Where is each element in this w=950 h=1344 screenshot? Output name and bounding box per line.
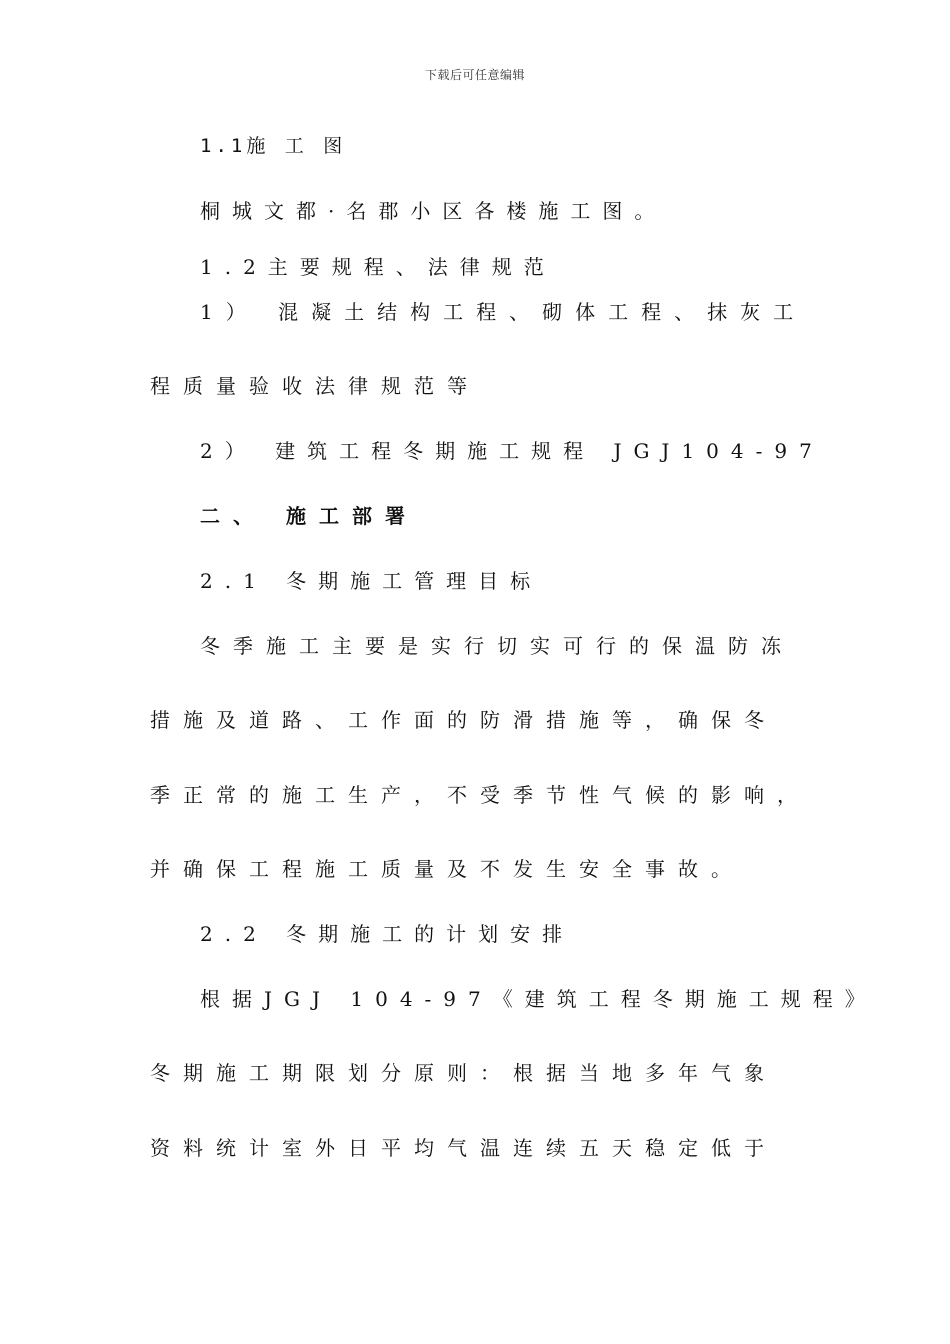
paragraph-line: 桐城文都·名郡小区各楼施工图。 — [200, 199, 667, 223]
section-1-1-heading: 1.1施 工 图 — [200, 135, 347, 157]
paragraph-line: 季正常的施工生产，不受季节性气候的影响， — [150, 783, 810, 807]
paragraph-line: 根据JGJ 104-97《建筑工程冬期施工规程》 — [200, 987, 877, 1011]
section-2-heading: 二、 施工部署 — [200, 504, 418, 528]
paragraph-line: 措施及道路、工作面的防滑措施等，确保冬 — [150, 708, 777, 732]
paragraph-line: 冬期施工期限划分原则：根据当地多年气象 — [150, 1061, 777, 1085]
paragraph-line: 程质量验收法律规范等 — [150, 374, 480, 398]
section-1-2-heading: 1.2主要规程、法律规范 — [200, 255, 556, 279]
list-item-1: 1） 混凝土结构工程、砌体工程、抹灰工 — [200, 300, 807, 324]
section-2-2-heading: 2.2 冬期施工的计划安排 — [200, 922, 575, 946]
section-2-1-heading: 2.1 冬期施工管理目标 — [200, 569, 543, 593]
list-item-2: 2） 建筑工程冬期施工规程 JGJ104-97 — [200, 439, 824, 463]
paragraph-line: 冬季施工主要是实行切实可行的保温防冻 — [200, 634, 794, 658]
page-header: 下载后可任意编辑 — [424, 68, 525, 82]
paragraph-line: 并确保工程施工质量及不发生安全事故。 — [150, 857, 744, 881]
paragraph-line: 资料统计室外日平均气温连续五天稳定低于 — [150, 1136, 777, 1160]
